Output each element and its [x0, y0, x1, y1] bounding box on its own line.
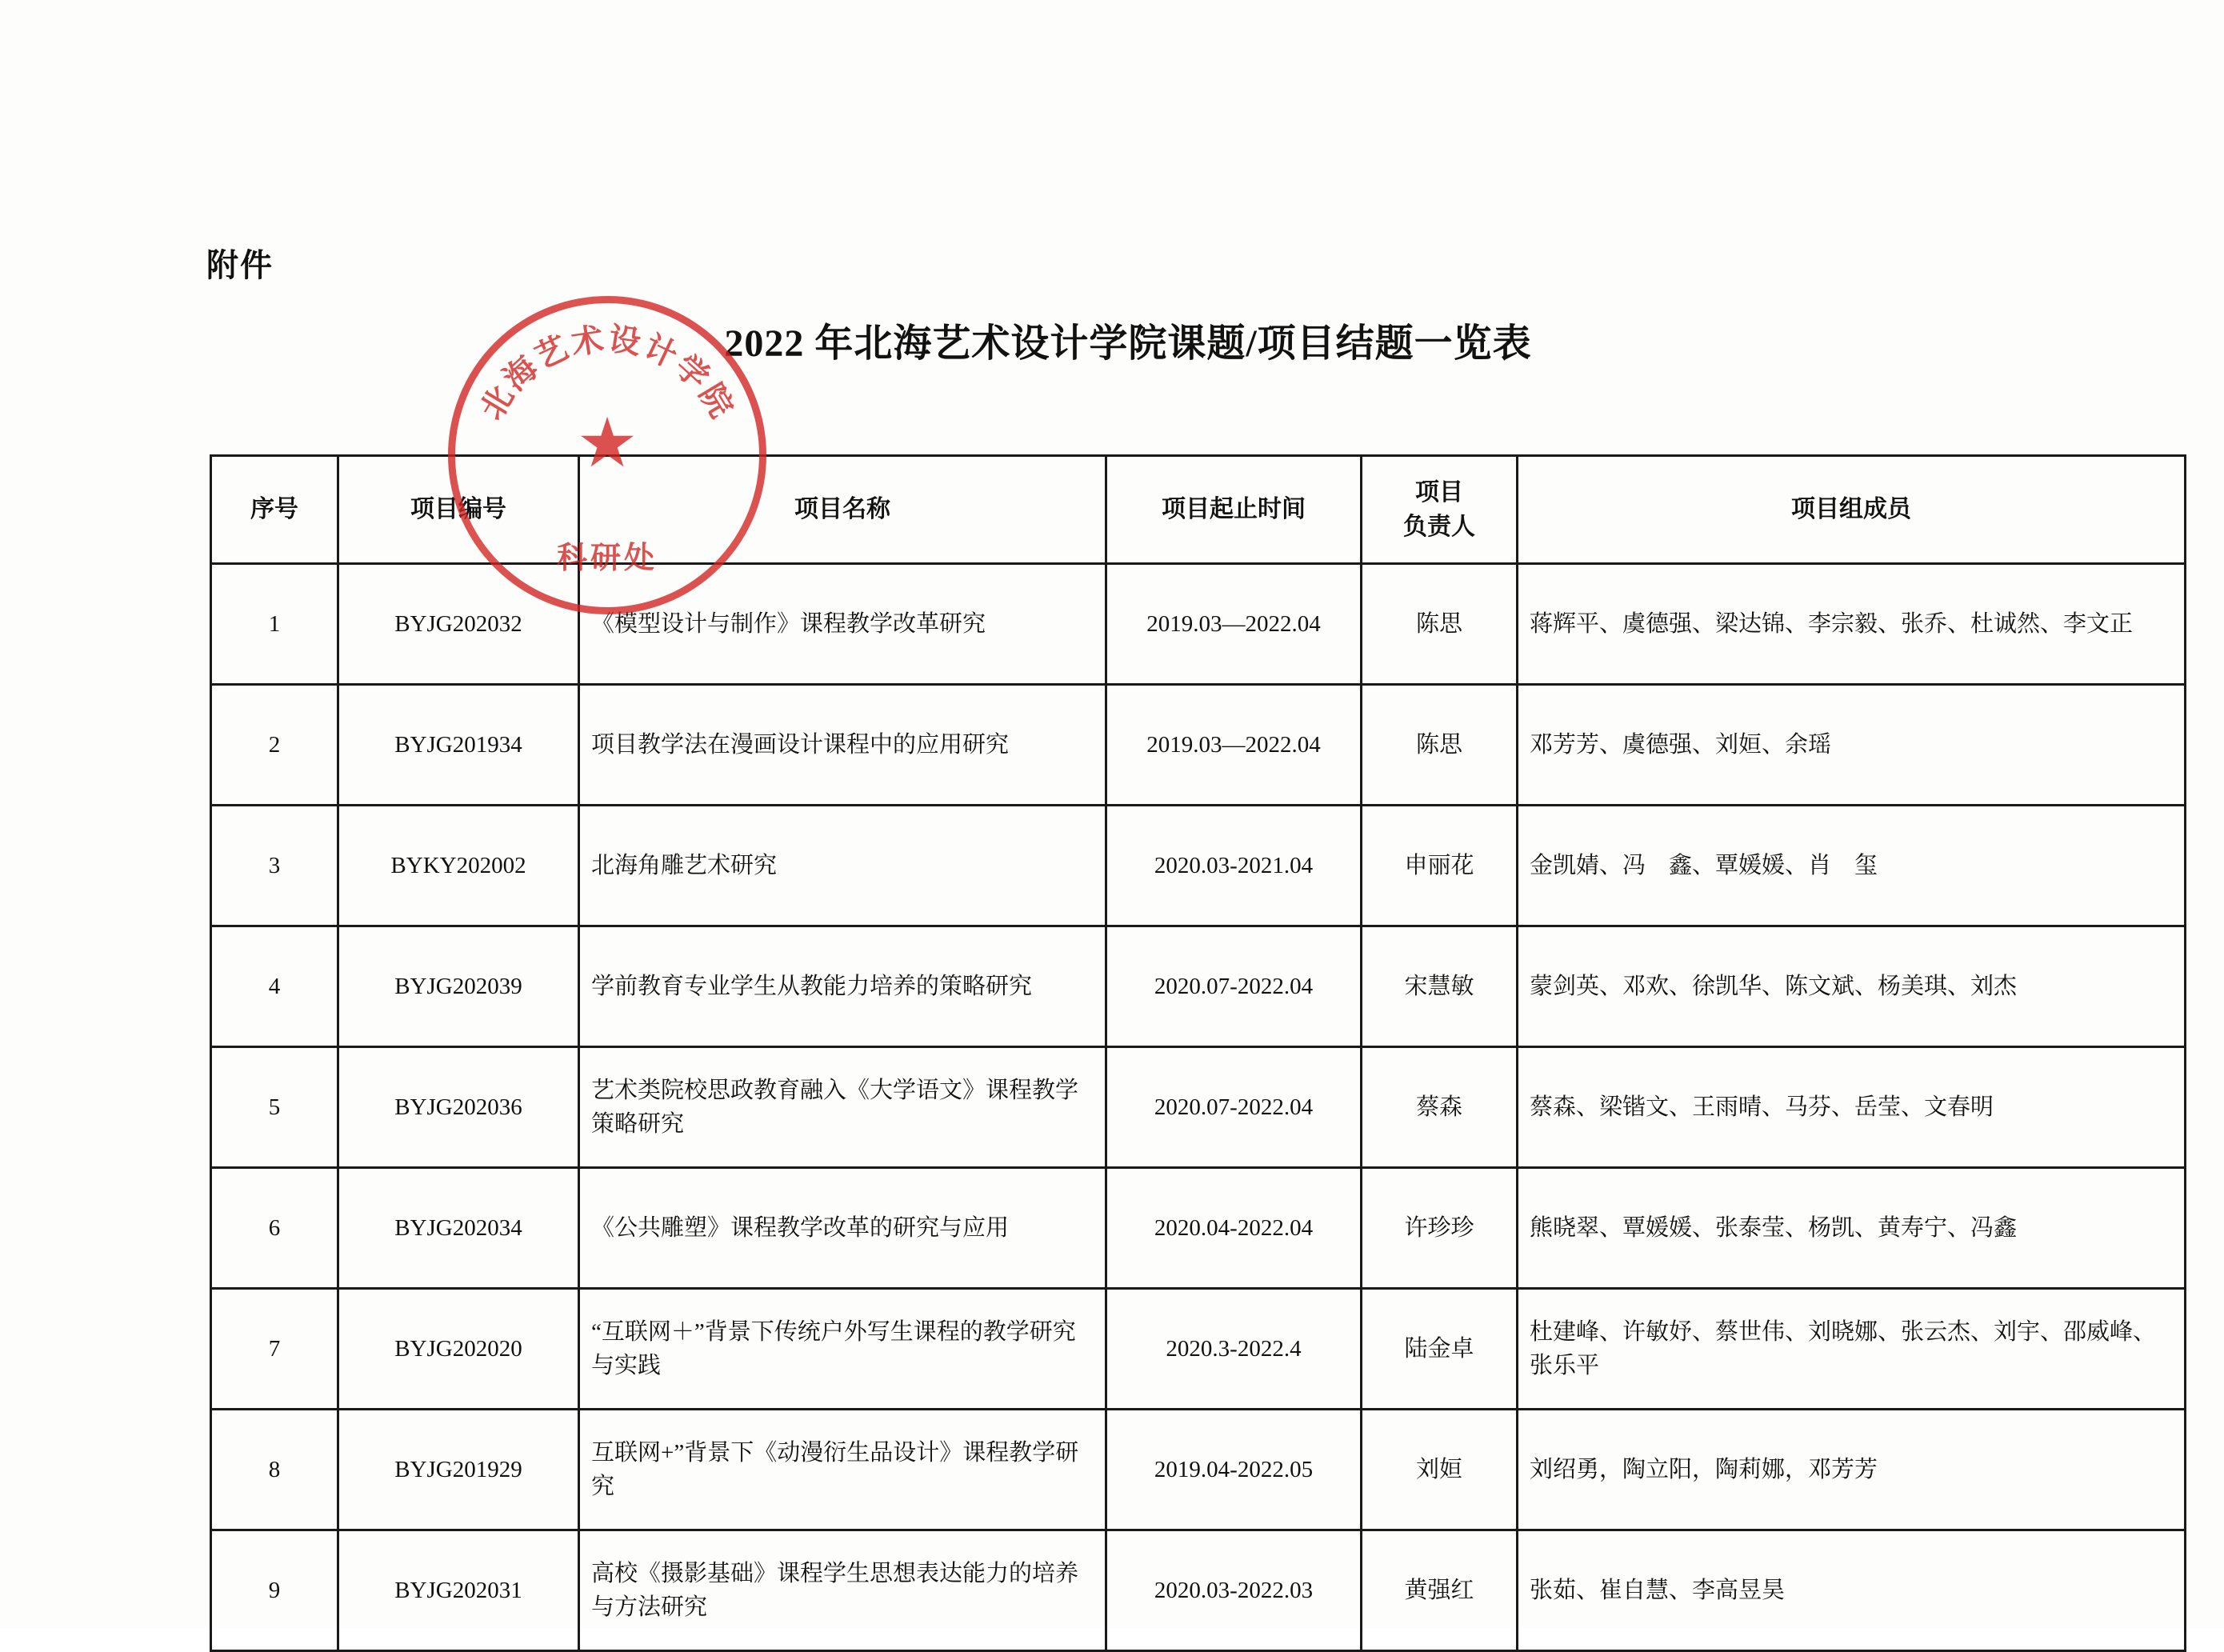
- cell-date: 2020.04-2022.04: [1106, 1168, 1362, 1289]
- cell-members: 蒙剑英、邓欢、徐凯华、陈文斌、杨美琪、刘杰: [1518, 926, 2186, 1047]
- header-date: 项目起止时间: [1106, 456, 1362, 564]
- seal-star-icon: ★: [576, 404, 638, 482]
- cell-date: 2020.3-2022.4: [1106, 1289, 1362, 1410]
- header-name: 项目名称: [579, 456, 1106, 564]
- table-row: [211, 1289, 2186, 1410]
- table-row: [211, 926, 2186, 1047]
- cell-members: 金凯婧、冯 鑫、覃媛媛、肖 玺: [1518, 806, 2186, 926]
- cell-code: BYJG202020: [338, 1289, 579, 1410]
- table-row: [211, 1410, 2186, 1530]
- cell-members: 熊晓翠、覃媛媛、张泰莹、杨凯、黄寿宁、冯鑫: [1518, 1168, 2186, 1289]
- cell-name: 《公共雕塑》课程教学改革的研究与应用: [579, 1168, 1106, 1289]
- header-code: 项目编号: [338, 456, 579, 564]
- cell-leader: 陈思: [1362, 564, 1518, 685]
- cell-no: 4: [211, 926, 338, 1047]
- table-row: [211, 1047, 2186, 1168]
- cell-code: BYJG201934: [338, 685, 579, 806]
- cell-code: BYJG202034: [338, 1168, 579, 1289]
- attachment-label: 附件: [206, 247, 274, 283]
- header-leader-line1: 项目: [1415, 478, 1463, 506]
- cell-members: 邓芳芳、虞德强、刘姮、余瑶: [1518, 685, 2186, 806]
- header-leader-line2: 负责人: [1403, 514, 1475, 540]
- table-header-row: [211, 456, 2186, 564]
- header-leader: [1362, 456, 1518, 564]
- header-no: 序号: [211, 456, 338, 564]
- table-row: [211, 1168, 2186, 1289]
- cell-date: 2020.07-2022.04: [1106, 926, 1362, 1047]
- cell-leader: 许珍珍: [1362, 1168, 1518, 1289]
- seal-bottom-label: 科研处: [556, 542, 658, 575]
- cell-members: 杜建峰、许敏妤、蔡世伟、刘晓娜、张云杰、刘宇、邵威峰、张乐平: [1518, 1289, 2186, 1410]
- cell-members: 蔡森、梁锴文、王雨晴、马芬、岳莹、文春明: [1518, 1047, 2186, 1168]
- cell-name: 高校《摄影基础》课程学生思想表达能力的培养与方法研究: [579, 1530, 1106, 1651]
- cell-code: BYKY202002: [338, 806, 579, 926]
- header-members: 项目组成员: [1518, 456, 2186, 564]
- cell-code: BYJG202032: [338, 564, 579, 685]
- cell-leader: 黄强红: [1362, 1530, 1518, 1651]
- cell-code: BYJG201929: [338, 1410, 579, 1530]
- cell-name: 北海角雕艺术研究: [579, 806, 1106, 926]
- cell-leader: 陆金卓: [1362, 1289, 1518, 1410]
- cell-name: 艺术类院校思政教育融入《大学语文》课程教学策略研究: [579, 1047, 1106, 1168]
- cell-no: 3: [211, 806, 338, 926]
- cell-date: 2019.03—2022.04: [1106, 564, 1362, 685]
- cell-code: BYJG202036: [338, 1047, 579, 1168]
- table-row: [211, 685, 2186, 806]
- table-row: [211, 564, 2186, 685]
- cell-no: 2: [211, 685, 338, 806]
- cell-code: BYJG202031: [338, 1530, 579, 1651]
- cell-code: BYJG202039: [338, 926, 579, 1047]
- cell-members: 刘绍勇，陶立阳，陶莉娜，邓芳芳: [1518, 1410, 2186, 1530]
- cell-leader: 申丽花: [1362, 806, 1518, 926]
- cell-members: 张茹、崔自慧、李高昱昊: [1518, 1530, 2186, 1651]
- table-body: [211, 564, 2186, 1651]
- cell-leader: 陈思: [1362, 685, 1518, 806]
- cell-members: 蒋辉平、虞德强、梁达锦、李宗毅、张乔、杜诚然、李文正: [1518, 564, 2186, 685]
- cell-no: 1: [211, 564, 338, 685]
- cell-date: 2019.04-2022.05: [1106, 1410, 1362, 1530]
- cell-leader: 蔡森: [1362, 1047, 1518, 1168]
- cell-date: 2019.03—2022.04: [1106, 685, 1362, 806]
- cell-name: “互联网＋”背景下传统户外写生课程的教学研究与实践: [579, 1289, 1106, 1410]
- cell-name: 项目教学法在漫画设计课程中的应用研究: [579, 685, 1106, 806]
- cell-name: 互联网+”背景下《动漫衍生品设计》课程教学研究: [579, 1410, 1106, 1530]
- cell-leader: 刘姮: [1362, 1410, 1518, 1530]
- cell-date: 2020.07-2022.04: [1106, 1047, 1362, 1168]
- cell-no: 6: [211, 1168, 338, 1289]
- cell-date: 2020.03-2022.03: [1106, 1530, 1362, 1651]
- table-row: [211, 1530, 2186, 1651]
- page-title: 2022 年北海艺术设计学院课题/项目结题一览表: [724, 322, 1532, 365]
- cell-no: 8: [211, 1410, 338, 1530]
- project-completion-table: [210, 454, 2186, 1652]
- table-row: [211, 806, 2186, 926]
- cell-name: 《模型设计与制作》课程教学改革研究: [579, 564, 1106, 685]
- cell-no: 5: [211, 1047, 338, 1168]
- cell-name: 学前教育专业学生从教能力培养的策略研究: [579, 926, 1106, 1047]
- cell-no: 9: [211, 1530, 338, 1651]
- cell-no: 7: [211, 1289, 338, 1410]
- cell-leader: 宋慧敏: [1362, 926, 1518, 1047]
- cell-date: 2020.03-2021.04: [1106, 806, 1362, 926]
- seal-arc-label: 北海艺术设计学院: [473, 320, 742, 426]
